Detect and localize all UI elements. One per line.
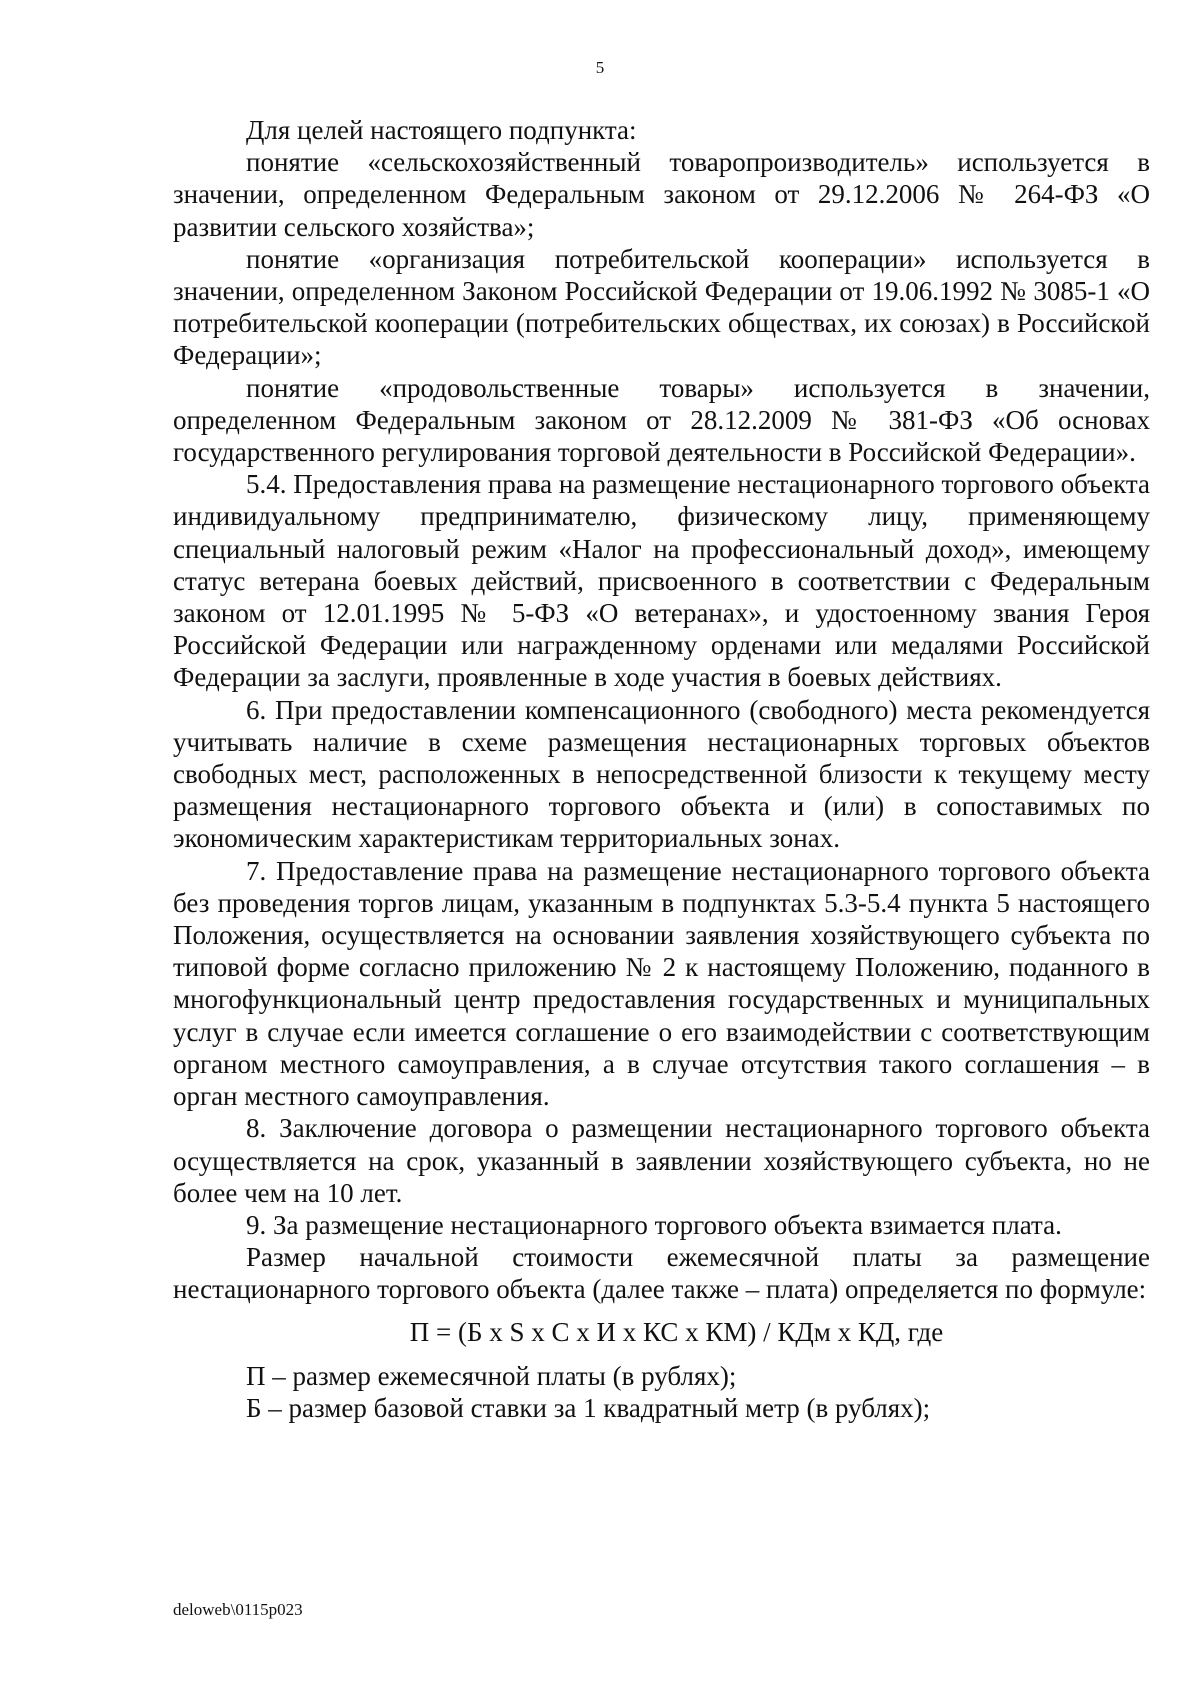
paragraph-cooperative-definition: понятие «организация потребительской кооперации» используется в значении, определенном Законом Российской Федерации от 19.06.1992 № 3085-1 «О потребительской кооперации (потребительских обществах, их союзах) в Российской Федерации»;	[173, 243, 1150, 371]
paragraph-food-goods-definition: понятие «продовольственные товары» используется в значении, определенном Федеральным законом от 28.12.2009 № 381-ФЗ «Об основах государственного регулирования торговой деятельности в Российской Федерации».	[173, 372, 1150, 468]
paragraph-8: 8. Заключение договора о размещении нестационарного торгового объекта осуществляется на срок, указанный в заявлении хозяйствующего субъекта, но не более чем на 10 лет.	[173, 1113, 1150, 1208]
fee-formula: П = (Б x S x C x И x КС x КМ) / КДм x КД, где	[409, 1316, 944, 1347]
definition-b: Б – размер базовой ставки за 1 квадратный метр (в рублях);	[246, 1392, 931, 1423]
paragraph-5-4: 5.4. Предоставления права на размещение нестационарного торгового объекта индивидуальному предпринимателю, физическому лицу, применяющему специальный налоговый режим «Налог на профессиональный доход», имеющему статус ветерана боевых действий, присвоенного в соответствии с Федеральным законом от 12.01.1995 № 5-ФЗ «О ветеранах», и удостоенному звания Героя Российской Федерации или награжденному орденами или медалями Российской Федерации за заслуги, проявленные в ходе участия в боевых действиях.	[173, 469, 1150, 693]
page-number: 5	[595, 58, 605, 77]
paragraph-9: 9. За размещение нестационарного торгового объекта взимается плата.	[246, 1209, 1062, 1240]
document-code-footer: deloweb\0115p023	[173, 1600, 303, 1619]
paragraph-7: 7. Предоставление права на размещение нестационарного торгового объекта без проведения торгов лицам, указанным в подпунктах 5.3-5.4 пункта 5 настоящего Положения, осуществляется на основании заявления хозяйствующего субъекта по типовой форме согласно приложению № 2 к настоящему Положению, поданного в многофункциональный центр предоставления государственных и муниципальных услуг в случае если имеется соглашение о его взаимодействии с соответствующим органом местного самоуправления, а в случае отсутствия такого соглашения – в орган местного самоуправления.	[173, 855, 1150, 1112]
paragraph-6: 6. При предоставлении компенсационного (свободного) места рекомендуется учитывать наличие в схеме размещения нестационарных торговых объектов свободных мест, расположенных в непосредственной близости к текущему месту размещения нестационарного торгового объекта и (или) в сопоставимых по экономическим характеристикам территориальных зонах.	[173, 694, 1150, 854]
paragraph-agri-producer-definition: понятие «сельскохозяйственный товаропроизводитель» используется в значении, определенном Федеральным законом от 29.12.2006 № 264-ФЗ «О развитии сельского хозяйства»;	[173, 147, 1150, 242]
paragraph-fee-formula-intro: Размер начальной стоимости ежемесячной платы за размещение нестационарного торгового объекта (далее также – плата) определяется по формуле:	[173, 1242, 1150, 1305]
document-body	[173, 114, 1150, 1424]
paragraph-intro: Для целей настоящего подпункта:	[246, 115, 637, 145]
definition-p: П – размер ежемесячной платы (в рублях);	[246, 1360, 737, 1391]
